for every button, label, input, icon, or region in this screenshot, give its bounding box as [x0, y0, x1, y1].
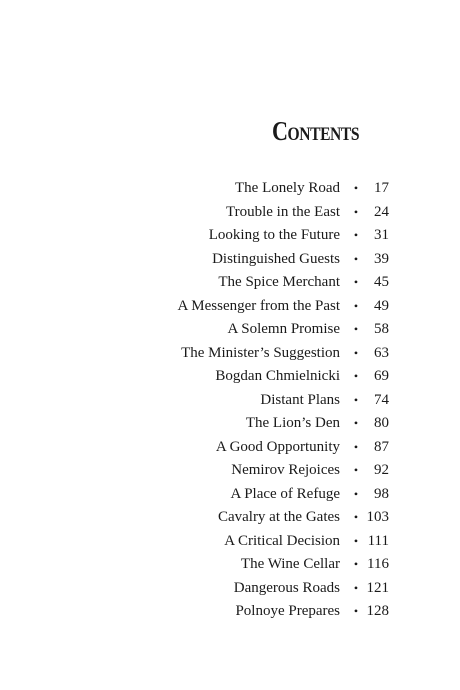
toc-entry	[0, 506, 460, 530]
toc-entry	[0, 459, 460, 483]
toc-entry-page-number: 128	[366, 603, 389, 619]
toc-entry-separator: •	[353, 275, 359, 289]
toc-entry-page-number: 58	[374, 321, 389, 337]
toc-entry-title: The Spice Merchant	[218, 274, 340, 290]
toc-entry-page-number: 74	[374, 391, 389, 408]
toc-entry-separator: •	[353, 392, 359, 407]
toc-entry-page-number: 39	[374, 250, 389, 267]
toc-entry-page-number: 116	[367, 556, 389, 572]
toc-entry-title: Trouble in the East	[225, 203, 340, 220]
toc-entry-title: Polnoye Prepares	[235, 603, 340, 619]
toc-entry-title: The Minister’s Suggestion	[181, 344, 340, 361]
toc-entry-separator: •	[353, 604, 359, 618]
toc-entry-title: A Solemn Promise	[227, 321, 340, 337]
toc-entry-title: A Critical Decision	[224, 532, 340, 549]
toc-entry-page-number: 103	[366, 509, 389, 525]
toc-entry	[0, 412, 460, 436]
toc-entry-separator: •	[353, 228, 359, 242]
toc-entry	[0, 271, 460, 295]
toc-entry	[0, 436, 460, 460]
toc-entry-separator: •	[353, 369, 359, 383]
toc-entry-page-number: 24	[374, 203, 389, 220]
toc-entry-separator: •	[353, 439, 359, 454]
toc-entry-title: Bogdan Chmielnicki	[215, 368, 340, 384]
toc-entry	[0, 201, 460, 225]
page-title: Contents	[271, 116, 360, 146]
toc-entry-page-number: 31	[374, 227, 389, 243]
toc-entry-page-number: 111	[367, 532, 389, 549]
table-of-contents	[0, 177, 460, 624]
toc-entry	[0, 342, 460, 366]
toc-entry-title: The Lion’s Den	[245, 415, 340, 431]
toc-entry-separator: •	[353, 416, 359, 430]
toc-entry-separator: •	[353, 251, 359, 266]
toc-entry-page-number: 98	[374, 485, 389, 502]
toc-entry-separator: •	[353, 486, 359, 501]
toc-entry-page-number: 92	[374, 462, 389, 478]
toc-entry-separator: •	[353, 463, 359, 477]
toc-entry	[0, 600, 460, 624]
toc-entry	[0, 224, 460, 248]
toc-entry	[0, 318, 460, 342]
toc-entry-separator: •	[353, 557, 359, 571]
toc-entry-separator: •	[353, 181, 359, 195]
toc-entry-title: Distinguished Guests	[212, 250, 340, 267]
toc-entry-title: Dangerous Roads	[233, 579, 340, 596]
toc-entry	[0, 530, 460, 554]
toc-entry-page-number: 17	[374, 180, 389, 196]
toc-entry-page-number: 87	[374, 438, 389, 455]
toc-entry-title: The Lonely Road	[235, 180, 340, 196]
toc-entry-page-number: 69	[374, 368, 389, 384]
toc-entry-separator: •	[353, 322, 359, 336]
toc-entry-title: The Wine Cellar	[240, 556, 340, 572]
toc-entry-title: Looking to the Future	[208, 227, 340, 243]
toc-entry-page-number: 121	[366, 579, 389, 596]
toc-entry-separator: •	[353, 510, 359, 524]
toc-entry	[0, 389, 460, 413]
toc-entry-separator: •	[353, 204, 359, 219]
toc-entry-page-number: 63	[374, 344, 389, 361]
toc-entry-title: A Messenger from the Past	[177, 297, 340, 314]
toc-entry-page-number: 49	[374, 297, 389, 314]
toc-entry-separator: •	[353, 298, 359, 313]
toc-entry-title: Nemirov Rejoices	[231, 462, 340, 478]
toc-entry-separator: •	[353, 345, 359, 360]
toc-entry	[0, 295, 460, 319]
toc-entry-title: Distant Plans	[260, 391, 340, 408]
toc-entry-title: Cavalry at the Gates	[217, 509, 340, 525]
toc-entry-page-number: 45	[374, 274, 389, 290]
toc-entry-title: A Place of Refuge	[230, 485, 340, 502]
toc-entry	[0, 483, 460, 507]
toc-entry	[0, 577, 460, 601]
toc-entry	[0, 177, 460, 201]
toc-entry	[0, 365, 460, 389]
toc-entry-separator: •	[353, 533, 359, 548]
toc-entry-title: A Good Opportunity	[215, 438, 340, 455]
toc-entry	[0, 248, 460, 272]
toc-entry	[0, 553, 460, 577]
toc-entry-separator: •	[353, 580, 359, 595]
toc-entry-page-number: 80	[374, 415, 389, 431]
